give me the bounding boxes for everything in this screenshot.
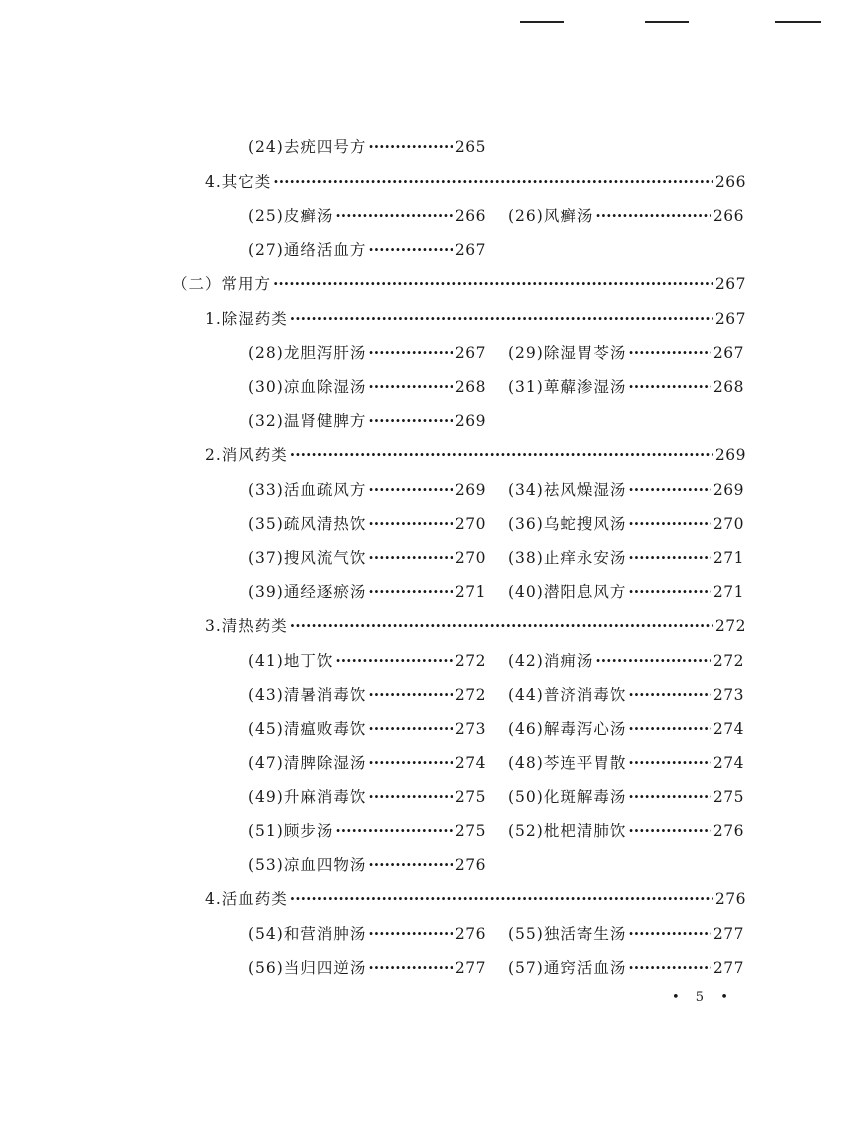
toc-entry-46 xyxy=(508,719,744,739)
entry-label: (26)风癣汤 xyxy=(508,207,594,225)
dot-leader xyxy=(273,274,713,294)
entry-label: (55)独活寄生汤 xyxy=(508,925,627,943)
section-label: 2.消风药类 xyxy=(205,446,288,464)
page-number: 268 xyxy=(712,378,744,396)
entry-label: (47)清脾除湿汤 xyxy=(248,754,367,772)
dot-leader xyxy=(368,137,453,157)
page-number: 269 xyxy=(714,446,746,464)
dot-leader xyxy=(368,958,453,978)
toc-entry-51 xyxy=(248,821,486,841)
toc-entry-34 xyxy=(508,480,744,500)
page-folio: • 5 • xyxy=(672,990,734,1005)
toc-entry-42 xyxy=(508,651,744,671)
page-number: 269 xyxy=(712,481,744,499)
toc-section-heat-clearing xyxy=(205,616,746,636)
scan-mark-line xyxy=(775,21,821,23)
page-number: 277 xyxy=(454,959,486,977)
dot-leader xyxy=(335,206,453,226)
toc-entry-32 xyxy=(248,411,486,431)
dot-leader xyxy=(368,514,453,534)
toc-entry-44 xyxy=(508,685,744,705)
toc-entry-55 xyxy=(508,924,744,944)
dot-leader xyxy=(628,958,711,978)
toc-entry-39 xyxy=(248,582,486,602)
toc-entry-52 xyxy=(508,821,744,841)
page-number: 276 xyxy=(712,822,744,840)
toc-section-dampness xyxy=(205,309,746,329)
page-number: 275 xyxy=(712,788,744,806)
page-number: 276 xyxy=(714,890,746,908)
dot-leader xyxy=(628,514,711,534)
page-number: 267 xyxy=(712,344,744,362)
dot-leader xyxy=(368,240,453,260)
dot-leader xyxy=(290,616,713,636)
toc-entry-45 xyxy=(248,719,486,739)
page-number: 270 xyxy=(712,515,744,533)
entry-label: (50)化斑解毒汤 xyxy=(508,788,627,806)
page-number: 273 xyxy=(712,686,744,704)
scan-mark-line xyxy=(645,21,689,23)
entry-label: (38)止痒永安汤 xyxy=(508,549,627,567)
page-number: 269 xyxy=(454,481,486,499)
page-number: 276 xyxy=(454,856,486,874)
toc-entry-48 xyxy=(508,753,744,773)
entry-label: (52)枇杷清肺饮 xyxy=(508,822,627,840)
toc-section-wind xyxy=(205,445,746,465)
dot-leader xyxy=(368,411,453,431)
dot-leader xyxy=(628,787,711,807)
section-label: 4.其它类 xyxy=(205,173,272,191)
page-number: 272 xyxy=(714,617,746,635)
entry-label: (48)芩连平胃散 xyxy=(508,754,627,772)
dot-leader xyxy=(368,377,453,397)
page-number: 271 xyxy=(454,583,486,601)
dot-leader xyxy=(628,343,711,363)
dot-leader xyxy=(368,685,453,705)
entry-label: (56)当归四逆汤 xyxy=(248,959,367,977)
dot-leader xyxy=(368,343,453,363)
toc-entry-25 xyxy=(248,206,486,226)
toc-entry-41 xyxy=(248,651,486,671)
toc-part-common-formulas xyxy=(172,274,746,294)
dot-leader xyxy=(273,172,713,192)
entry-label: (34)祛风燥湿汤 xyxy=(508,481,627,499)
dot-leader xyxy=(628,582,711,602)
toc-section-other xyxy=(205,172,746,192)
entry-label: (30)凉血除湿汤 xyxy=(248,378,367,396)
part-label: （二）常用方 xyxy=(172,275,272,293)
entry-label: (45)清瘟败毒饮 xyxy=(248,720,367,738)
entry-label: (49)升麻消毒饮 xyxy=(248,788,367,806)
page-number: 272 xyxy=(454,652,486,670)
toc-entry-43 xyxy=(248,685,486,705)
entry-label: (44)普济消毒饮 xyxy=(508,686,627,704)
dot-leader xyxy=(335,651,453,671)
dot-leader xyxy=(628,821,711,841)
dot-leader xyxy=(628,377,711,397)
page-number: 266 xyxy=(454,207,486,225)
entry-label: (24)去疣四号方 xyxy=(248,138,367,156)
toc-entry-28 xyxy=(248,343,486,363)
entry-label: (41)地丁饮 xyxy=(248,652,334,670)
page-number: 277 xyxy=(712,925,744,943)
dot-leader xyxy=(628,480,711,500)
page-number: 267 xyxy=(454,344,486,362)
page-number: 267 xyxy=(714,275,746,293)
entry-label: (51)顾步汤 xyxy=(248,822,334,840)
page-number: 276 xyxy=(454,925,486,943)
entry-label: (37)搜风流气饮 xyxy=(248,549,367,567)
page-number: 267 xyxy=(714,310,746,328)
dot-leader xyxy=(368,855,453,875)
entry-label: (39)通经逐瘀汤 xyxy=(248,583,367,601)
section-label: 3.清热药类 xyxy=(205,617,288,635)
entry-label: (40)潜阳息风方 xyxy=(508,583,627,601)
page-number: 265 xyxy=(454,138,486,156)
dot-leader xyxy=(290,445,713,465)
dot-leader xyxy=(628,548,711,568)
toc-entry-36 xyxy=(508,514,744,534)
entry-label: (28)龙胆泻肝汤 xyxy=(248,344,367,362)
dot-leader xyxy=(628,719,711,739)
entry-label: (54)和营消肿汤 xyxy=(248,925,367,943)
entry-label: (36)乌蛇搜风汤 xyxy=(508,515,627,533)
page-number: 275 xyxy=(454,822,486,840)
page-number: 273 xyxy=(454,720,486,738)
page-number: 275 xyxy=(454,788,486,806)
dot-leader xyxy=(368,787,453,807)
toc-entry-33 xyxy=(248,480,486,500)
toc-entry-30 xyxy=(248,377,486,397)
page-number: 266 xyxy=(712,207,744,225)
section-label: 1.除湿药类 xyxy=(205,310,288,328)
toc-entry-53 xyxy=(248,855,486,875)
page-number: 271 xyxy=(712,549,744,567)
entry-label: (43)清暑消毒饮 xyxy=(248,686,367,704)
toc-entry-35 xyxy=(248,514,486,534)
page-number: 268 xyxy=(454,378,486,396)
dot-leader xyxy=(595,651,711,671)
toc-entry-38 xyxy=(508,548,744,568)
dot-leader xyxy=(290,309,713,329)
toc-section-blood-activating xyxy=(205,889,746,909)
dot-leader xyxy=(628,685,711,705)
page-number: 271 xyxy=(712,583,744,601)
page-number: 270 xyxy=(454,515,486,533)
page-number: 274 xyxy=(454,754,486,772)
entry-label: (57)通窍活血汤 xyxy=(508,959,627,977)
entry-label: (29)除湿胃苓汤 xyxy=(508,344,627,362)
toc-entry-37 xyxy=(248,548,486,568)
toc-entry-40 xyxy=(508,582,744,602)
toc-entry-50 xyxy=(508,787,744,807)
dot-leader xyxy=(595,206,711,226)
toc-entry-27 xyxy=(248,240,486,260)
entry-label: (25)皮癣汤 xyxy=(248,207,334,225)
dot-leader xyxy=(628,924,711,944)
entry-label: (35)疏风清热饮 xyxy=(248,515,367,533)
toc-entry-26 xyxy=(508,206,744,226)
toc-entry-29 xyxy=(508,343,744,363)
page-number: 274 xyxy=(712,720,744,738)
dot-leader xyxy=(335,821,453,841)
dot-leader xyxy=(368,480,453,500)
section-label: 4.活血药类 xyxy=(205,890,288,908)
dot-leader xyxy=(628,753,711,773)
page-number: 267 xyxy=(454,241,486,259)
entry-label: (33)活血疏风方 xyxy=(248,481,367,499)
entry-label: (32)温肾健脾方 xyxy=(248,412,367,430)
page-number: 274 xyxy=(712,754,744,772)
entry-label: (31)萆薢渗湿汤 xyxy=(508,378,627,396)
entry-label: (53)凉血四物汤 xyxy=(248,856,367,874)
dot-leader xyxy=(368,548,453,568)
toc-entry-47 xyxy=(248,753,486,773)
dot-leader xyxy=(368,719,453,739)
dot-leader xyxy=(368,582,453,602)
entry-label: (42)消痈汤 xyxy=(508,652,594,670)
toc-entry-49 xyxy=(248,787,486,807)
dot-leader xyxy=(290,889,713,909)
toc-entry-31 xyxy=(508,377,744,397)
toc-entry-56 xyxy=(248,958,486,978)
dot-leader xyxy=(368,924,453,944)
page-number: 270 xyxy=(454,549,486,567)
toc-entry-57 xyxy=(508,958,744,978)
page-number: 277 xyxy=(712,959,744,977)
entry-label: (46)解毒泻心汤 xyxy=(508,720,627,738)
page-number: 272 xyxy=(712,652,744,670)
scan-mark-line xyxy=(520,21,564,23)
entry-label: (27)通络活血方 xyxy=(248,241,367,259)
toc-entry-24 xyxy=(248,137,486,157)
page-number: 269 xyxy=(454,412,486,430)
dot-leader xyxy=(368,753,453,773)
page-number: 272 xyxy=(454,686,486,704)
toc-entry-54 xyxy=(248,924,486,944)
page-number: 266 xyxy=(714,173,746,191)
